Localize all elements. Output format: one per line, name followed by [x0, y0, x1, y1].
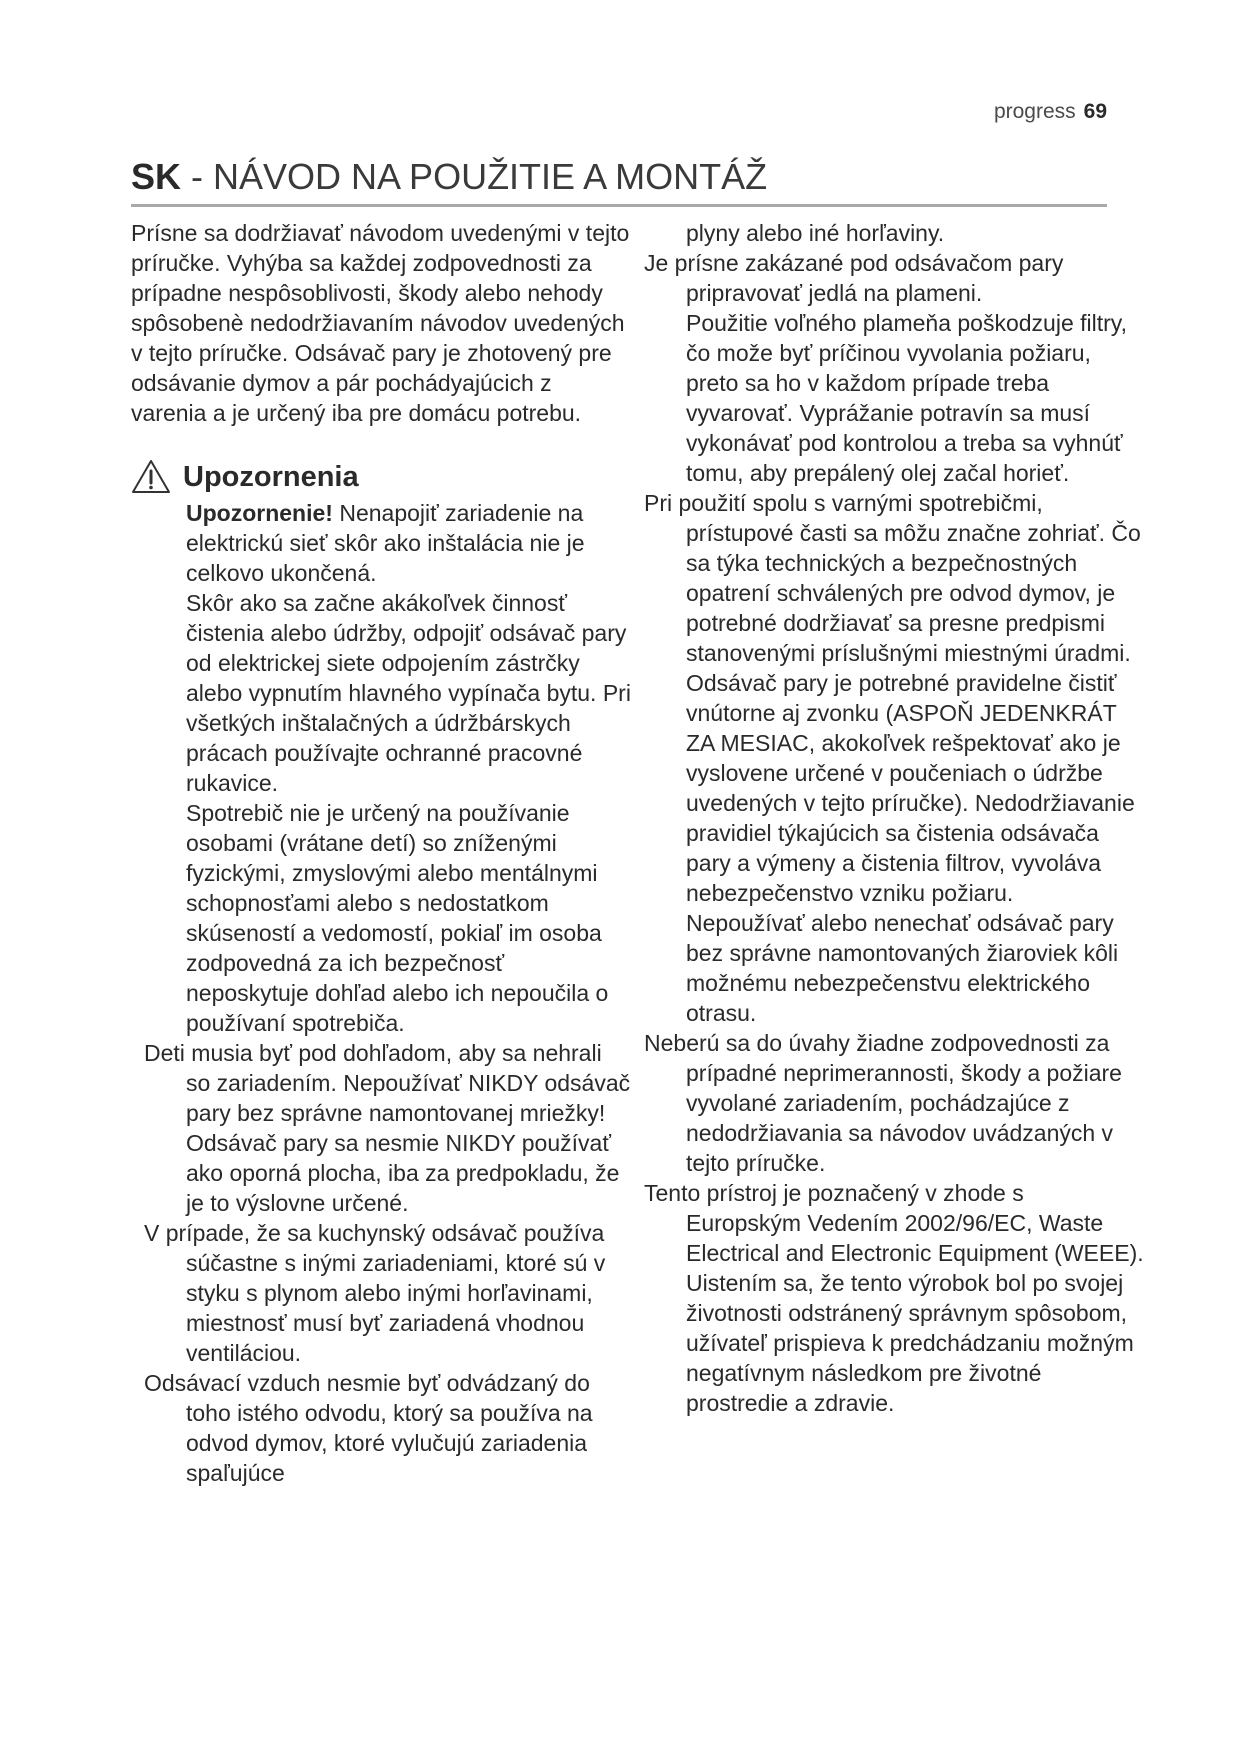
warnings-title: Upozornenia [183, 461, 359, 493]
warning-paragraph: Tento prístroj je poznačený v zhode s Europským Vedením 2002/96/EC, Waste Electrical and Electronic Equipment (WEEE). Uistením sa, že tento výrobok bol po svojej životnosti odstránený správnym spôsobom, užívateľ prispieva k predchádzaniu možným negatívnym následkom pre životné prostredie a zdravie. [644, 1180, 1144, 1416]
warning-paragraph: Skôr ako sa začne akákoľvek činnosť čistenia alebo údržby, odpojiť odsávač pary od elektrickej siete odpojením zástrčky alebo vypnutím hlavného vypínača bytu. Pri všetkých inštalačných a údržbárskych prácach používajte ochranné pracovné rukavice. [186, 590, 631, 796]
warning-paragraph: plyny alebo iné horľaviny. [686, 220, 945, 246]
warning-paragraph: Použitie voľného plameňa poškodzuje filtry, čo može byť príčinou vyvolania požiaru, preto sa ho v každom prípade treba vyvarovať. Vyprážanie potravín sa musí vykonávať pod kontrolou a treba sa vyhnúť tomu, aby prepálený olej začal horieť. [686, 310, 1127, 486]
brand-name: progress [993, 100, 1076, 123]
warning-paragraph: Deti musia byť pod dohľadom, aby sa nehrali so zariadením. Nepoužívať NIKDY odsávač pary bez správne namontovanej mriežky! [144, 1040, 631, 1126]
warning-paragraph: Odsávací vzduch nesmie byť odvádzaný do toho istého odvodu, ktorý sa používa na odvod dymov, ktoré vylučujú zariadenia spaľujúce [144, 1370, 593, 1486]
left-column [131, 218, 631, 1488]
title-text: - NÁVOD NA POUŽITIE A MONTÁŽ [181, 156, 768, 197]
page-number: 69 [1083, 100, 1107, 123]
intro-paragraph: Prísne sa dodržiavať návodom uvedenými v tejto príručke. Vyhýba sa každej zodpovednosti za prípadne nespôsoblivosti, škody alebo nehody spôsobenè nedodržiavaním návodov uvedených v tejto príručke. Odsávač pary je zhotovený pre odsávanie dymov a pár pochádyajúcich z varenia a je určený iba pre domácu potrebu. [131, 220, 630, 426]
warning-paragraph: Nepoužívať alebo nenechať odsávač pary bez správne namontovaných žiaroviek kôli možnému nebezpečenstvu elektrického otrasu. [686, 910, 1119, 1026]
warning-paragraph: Odsávač pary je potrebné pravidelne čistiť vnútorne aj zvonku (ASPOŇ JEDENKRÁT ZA MESIAC, akokoľvek rešpektovať ako je vyslovene určené v poučeniach o údržbe uvedených v tejto príručke). Nedodržiavanie pravidiel týkajúcich sa čistenia odsávača pary a výmeny a čistenia filtrov, vyvoláva nebezpečenstvo vzniku požiaru. [686, 670, 1135, 906]
warning-label: Upozornenie! [186, 500, 333, 526]
warning-paragraph: Pri použití spolu s varnými spotrebičmi, prístupové časti sa môžu značne zohriať. Čo sa týka technických a bezpečnostných opatrení schválených pre odvod dymov, je potrebné dodržiavať sa presne predpismi stanovenými príslušnými miestnými úradmi. [644, 490, 1141, 666]
page-header [994, 100, 1107, 124]
warning-text: Nenapojiť zariadenie na elektrickú sieť skôr ako inštalácia nie je celkovo ukončená. [186, 500, 585, 586]
warning-paragraph [131, 498, 631, 588]
warning-paragraph: Odsávač pary sa nesmie NIKDY používať ako oporná plocha, iba za predpokladu, že je to výslovne určené. [186, 1130, 620, 1216]
page-title [131, 156, 767, 198]
warning-paragraph: Spotrebič nie je určený na používanie osobami (vrátane detí) so zníženými fyzickými, zmyslovými alebo mentálnymi schopnosťami alebo s nedostatkom skúseností a vedomostí, pokiaľ im osoba zodpovedná za ich bezpečnosť neposkytuje dohľad alebo ich nepoučila o používaní spotrebiča. [186, 800, 609, 1036]
warnings-heading [131, 458, 631, 496]
warning-paragraph: V prípade, že sa kuchynský odsávač používa súčastne s inými zariadeniami, ktoré sú v styku s plynom alebo inými horľavinami, miestnosť musí byť zariadená vhodnou ventiláciou. [144, 1220, 606, 1366]
right-column [644, 218, 1144, 1418]
warning-paragraph: Neberú sa do úvahy žiadne zodpovednosti za prípadné neprimerannosti, škody a požiare vyvolané zariadením, pochádzajúce z nedodržiavania sa návodov uvádzaných v tejto príručke. [644, 1030, 1122, 1176]
warning-triangle-icon [131, 459, 171, 495]
title-divider [131, 204, 1107, 207]
warning-paragraph: Je prísne zakázané pod odsávačom pary pripravovať jedlá na plameni. [644, 250, 1064, 306]
language-code: SK [131, 156, 182, 197]
